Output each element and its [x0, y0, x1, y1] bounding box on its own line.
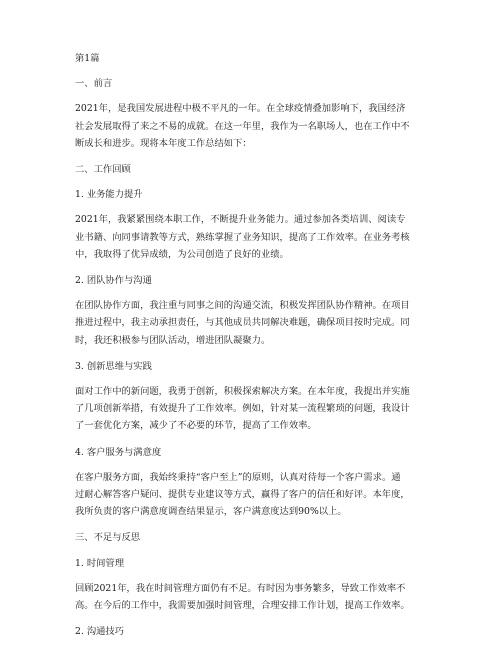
text-line: 社会发展取得了来之不易的成就。在这一年里，我作为一名职场人，也在工作中不: [75, 120, 410, 132]
time-paragraph: [75, 580, 430, 614]
subsection-heading-teamwork: 2. 团队协作与沟通: [75, 275, 152, 287]
section-heading-review: 二、工作回顾: [75, 164, 131, 176]
doc-title: 第1篇: [75, 53, 100, 64]
text-line: 中，我取得了优异成绩，为公司创造了良好的业绩。: [75, 248, 289, 260]
text-line: 推进过程中，我主动承担责任，与其他成员共同解决难题，确保项目按时完成。同: [75, 317, 410, 329]
subsection-heading-communication: 2. 沟通技巧: [75, 626, 125, 638]
section-heading-reflection: 三、不足与反思: [75, 532, 141, 544]
text-line: 时，我还积极参与团队活动，增进团队凝聚力。: [75, 334, 271, 346]
text-line: 面对工作中的新问题，我勇于创新，积极探索解决方案。在本年度，我提出并实施: [75, 386, 410, 398]
text-line: 2021年，我紧紧围绕本职工作，不断提升业务能力。通过参加各类培训、阅读专: [75, 214, 406, 226]
business-paragraph: [75, 211, 430, 263]
teamwork-paragraph: [75, 297, 430, 349]
text-line: 回顾2021年，我在时间管理方面仍有不足。有时因为事务繁多，导致工作效率不: [75, 582, 406, 594]
subsection-heading-time: 1. 时间管理: [75, 557, 125, 569]
text-line: 业书籍、向同事请教等方式，熟练掌握了业务知识，提高了工作效率。在业务考核: [75, 231, 410, 243]
text-line: 在客户服务方面，我始终秉持“客户至上”的原则，认真对待每一个客户需求。通: [75, 471, 401, 483]
customer-paragraph: [75, 469, 430, 521]
text-line: 断成长和进步。现将本年度工作总结如下：: [75, 137, 252, 149]
subsection-heading-business: 1. 业务能力提升: [75, 189, 143, 201]
subsection-heading-innovation: 3. 创新思维与实践: [75, 360, 152, 372]
preface-paragraph: [75, 100, 430, 152]
text-line: 2021年，是我国发展进程中极不平凡的一年。在全球疫情叠加影响下，我国经济: [75, 103, 406, 115]
text-line: 过耐心解答客户疑问、提供专业建议等方式，赢得了客户的信任和好评。本年度，: [75, 489, 410, 501]
section-heading-preface: 一、前言: [75, 78, 113, 90]
text-line: 了一套优化方案，减少了不必要的环节，提高了工作效率。: [75, 420, 317, 432]
text-line: 我所负责的客户满意度调查结果显示，客户满意度达到90%以上。: [75, 506, 347, 518]
text-line: 了几项创新举措，有效提升了工作效率。例如，针对某一流程繁琐的问题，我设计: [75, 403, 410, 415]
innovation-paragraph: [75, 383, 430, 435]
document-page: [75, 50, 430, 648]
text-line: 在团队协作方面，我注重与同事之间的沟通交流，积极发挥团队协作精神。在项目: [75, 300, 410, 312]
text-line: 高。在今后的工作中，我需要加强时间管理，合理安排工作计划，提高工作效率。: [75, 600, 410, 612]
subsection-heading-customer: 4. 客户服务与满意度: [75, 446, 162, 458]
